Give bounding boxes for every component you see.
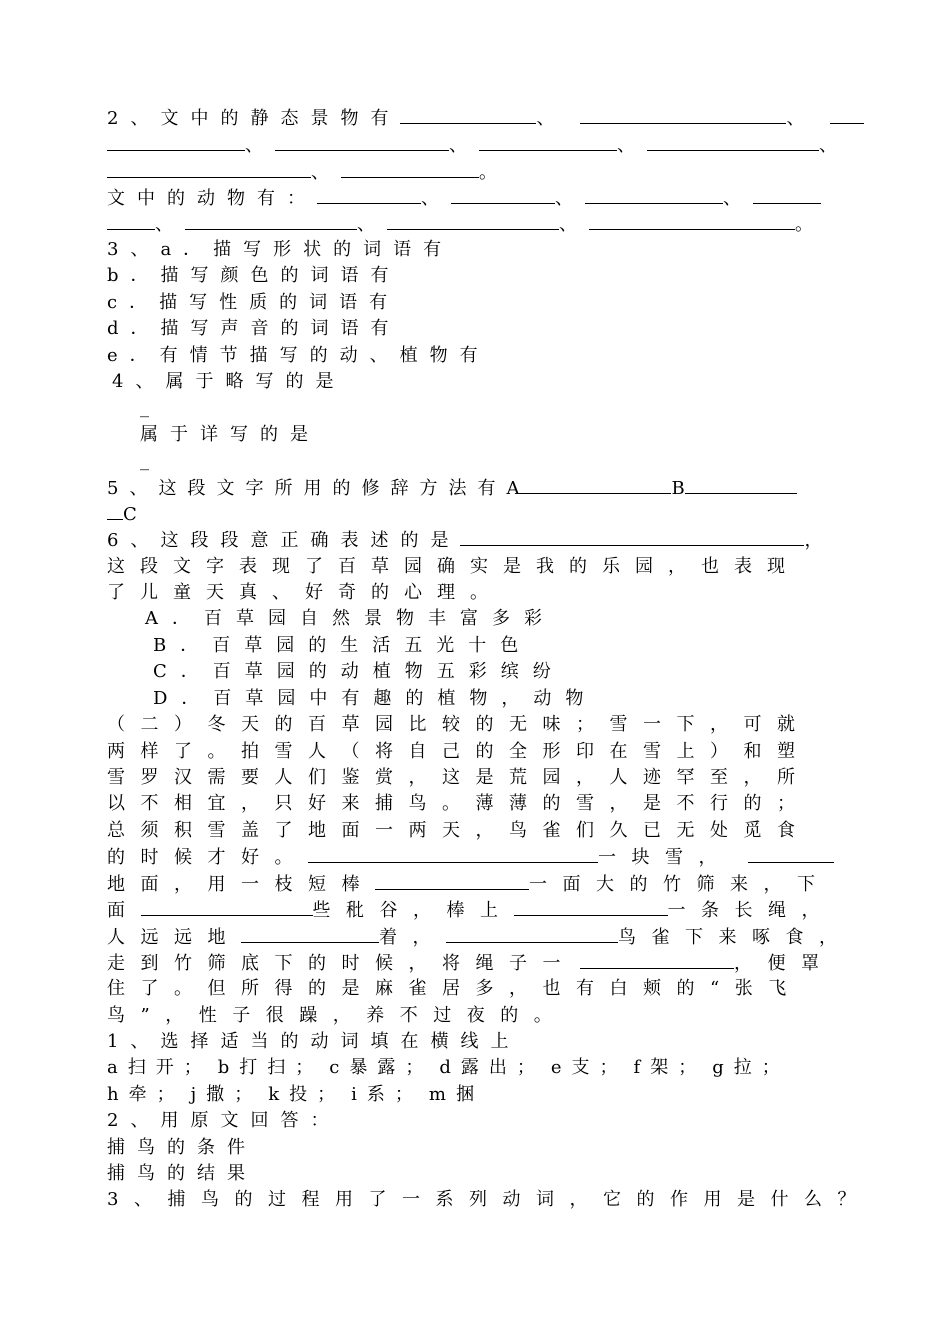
word: k投 [268,1084,318,1105]
semi: ； [234,1084,263,1105]
sep: 、 [819,135,849,156]
comma: ， [804,530,835,551]
sep: 、 [555,188,585,209]
passage-line-6 [107,847,834,868]
blank[interactable] [341,162,479,178]
word: b打扫 [217,1057,296,1078]
passage-line-10 [107,953,835,974]
q3-c: c．描写性质的词语有 [107,292,400,313]
q6-option-c[interactable]: C．百草园的动植物五彩缤纷 [153,661,565,682]
blank[interactable] [585,188,723,204]
passage-line-5: 总须积雪盖了地面一两天，鸟雀们久已无处觅食 [107,820,811,841]
q6-line [107,530,834,551]
q2-1: 1、选择适当的动词填在横线上 [107,1031,521,1052]
q4-brief: 4、属于略写的是 [112,371,346,392]
q6-text-2: 了儿童天真、好奇的心理。 [107,582,503,603]
passage-line-3: 雪罗汉需要人们鉴赏，这是荒园，人迹罕至，所 [107,767,811,788]
semi: ； [405,1057,434,1078]
q3-a: 3、a．描写形状的词语有 [107,239,454,260]
blank[interactable] [107,135,245,151]
q6-option-a[interactable]: A．百草园自然景物丰富多彩 [145,608,556,629]
passage-line-7 [107,874,831,895]
blank[interactable] [753,188,821,204]
q2-cond: 捕鸟的条件 [107,1137,257,1158]
text: 的时候才好。 [107,847,308,868]
blank[interactable] [107,504,123,520]
q5-line [107,478,797,499]
word: h牵 [107,1084,157,1105]
sep: 、 [357,214,387,235]
semi: ； [761,1057,790,1078]
semi: ； [295,1057,324,1078]
blank[interactable] [830,108,864,124]
word: c暴露 [329,1057,406,1078]
q4-detail: 属于详写的是 [140,424,320,445]
blank[interactable] [647,135,819,151]
sep: 、 [245,135,275,156]
q5-a: A [506,478,520,499]
word: e支 [550,1057,600,1078]
q3-b: b．描写颜色的词语有 [107,265,401,286]
blank[interactable] [400,108,536,124]
q3-e: e．有情节描写的动、植物有 [107,345,490,366]
blank[interactable] [387,214,559,230]
text: 地面，用一枝短棒 [107,874,375,895]
text: 走到竹筛底下的时候，将绳子一 [107,953,576,974]
semi: ； [678,1057,707,1078]
q2-static-line [107,108,864,129]
blank[interactable] [451,188,555,204]
passage-line-2: 两样了。拍雪人（将自己的全形印在雪上）和塑 [107,741,811,762]
q3-d: d．描写声音的词语有 [107,318,401,339]
blank[interactable] [589,214,795,230]
semi: ； [317,1084,346,1105]
sep: 、 [559,214,589,235]
blank[interactable] [275,135,449,151]
q4-mark-2: _ [140,450,161,471]
passage-line-9 [107,927,853,948]
sep: 、 [786,108,817,129]
text: 鸟雀下来啄食， [618,927,853,948]
sep: 、 [617,135,647,156]
semi: ； [156,1084,185,1105]
semi: ； [516,1057,545,1078]
passage-line-12: 鸟”，性子很躁，养不过夜的。 [107,1005,568,1026]
sep: 、 [449,135,479,156]
q5-b: B [671,478,685,499]
blank[interactable] [580,108,786,124]
q2-static-line-2 [107,135,849,156]
sep: 、 [536,108,567,129]
blank[interactable] [308,847,598,863]
text: ，便罩 [734,953,835,974]
semi: ； [599,1057,628,1078]
blank[interactable] [460,530,804,546]
blank[interactable] [317,188,421,204]
q5-c: C [123,504,149,525]
word: f架 [633,1057,679,1078]
sep: 、 [155,214,185,235]
text: 些秕谷，棒上 [312,900,514,921]
q2-static-label: 2、文中的静态景物有 [107,108,401,129]
q2-2: 2、用原文回答： [107,1110,341,1131]
word: d露出 [439,1057,517,1078]
text: 一面大的竹筛来，下 [529,874,831,895]
blank[interactable] [375,874,529,890]
word: m捆 [428,1084,484,1105]
blank[interactable] [107,162,311,178]
word: g拉 [712,1057,762,1078]
blank[interactable] [241,927,379,943]
passage-line-1: （二）冬天的百草园比较的无味；雪一下，可就 [107,714,811,735]
sep: 、 [311,162,341,183]
text: 面 [107,900,141,921]
word: a扫开 [107,1057,184,1078]
end: 。 [479,162,509,183]
q5-line-2 [107,504,149,525]
blank[interactable] [514,900,668,916]
text: 人远远地 [107,927,241,948]
q4-mark-1: _ [140,397,161,418]
q2-static-line-3 [107,162,509,183]
blank[interactable] [185,214,357,230]
text: 一条长绳， [667,900,835,921]
text: 着， [379,927,446,948]
q6-option-b[interactable]: B．百草园的生活五光十色 [153,635,533,656]
q2-animal-label: 文中的动物有： [107,188,317,209]
q2-3: 3、捕鸟的过程用了一系列动词，它的作用是什么？ [107,1189,871,1210]
semi: ； [394,1084,423,1105]
blank[interactable] [685,478,797,494]
sep: 、 [723,188,753,209]
end: 。 [795,214,825,235]
q2-animal-line-2 [107,214,825,235]
sep: 、 [421,188,451,209]
blank[interactable] [479,135,617,151]
q6-label: 6、这段段意正确表述的是 [107,530,461,551]
q2-animal-line [107,188,821,209]
blank[interactable] [519,478,671,494]
blank[interactable] [141,900,313,916]
q5-label: 5、这段文字所用的修辞方法有 [107,478,507,499]
word-bank-2 [107,1085,484,1105]
q6-text-1: 这段文字表现了百草园确实是我的乐园，也表现 [107,556,800,577]
passage-line-8 [107,900,835,921]
word: i系 [351,1084,395,1105]
passage-line-4: 以不相宜，只好来捕鸟。薄薄的雪，是不行的； [107,793,811,814]
q2-result: 捕鸟的结果 [107,1163,257,1184]
text: 一块雪， [598,847,732,868]
passage-line-11: 住了。但所得的是麻雀居多，也有白颊的“张飞 [107,978,802,999]
semi: ； [183,1057,212,1078]
q6-option-d[interactable]: D．百草园中有趣的植物，动物 [153,688,598,709]
blank[interactable] [580,953,734,969]
blank[interactable] [446,927,618,943]
blank[interactable] [748,847,834,863]
blank[interactable] [107,214,155,230]
word: j撒 [190,1084,235,1105]
word-bank-1 [107,1058,790,1078]
